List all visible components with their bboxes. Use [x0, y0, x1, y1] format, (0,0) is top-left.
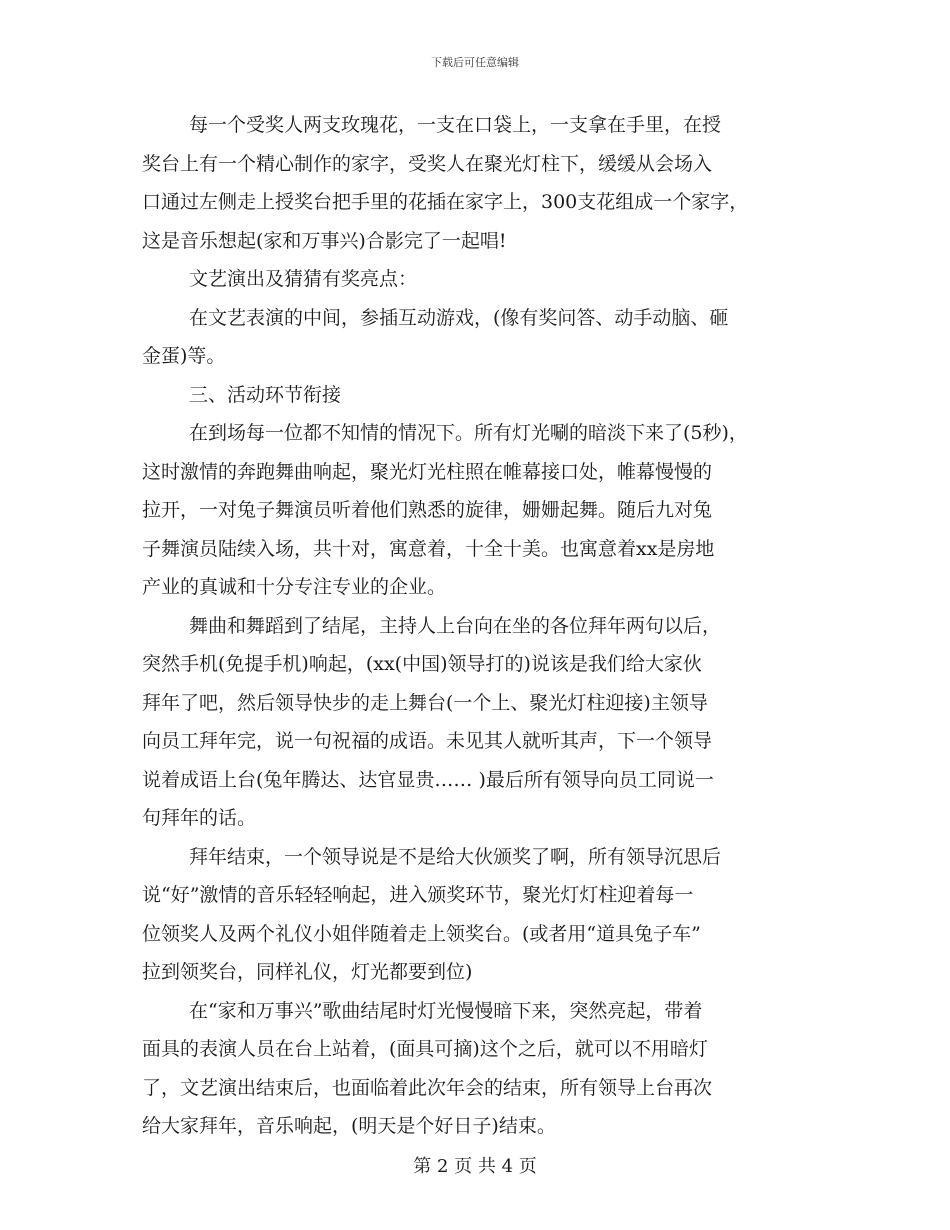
text-line: 舞曲和舞蹈到了结尾，主持人上台向在坐的各位拜年两句以后，: [189, 614, 722, 637]
text-line: 奖台上有一个精心制作的家字，受奖人在聚光灯柱下，缓缓从会场入: [142, 152, 713, 175]
text-line: 拉到领奖台，同样礼仪，灯光都要到位): [142, 961, 473, 983]
text-line: 位领奖人及两个礼仪小姐伴随着走上领奖台。(或者用“道具兔子车”: [142, 922, 701, 945]
text-line: 拜年了吧，然后领导快步的走上舞台(一个上、聚光灯柱迎接)主领导: [142, 691, 708, 714]
text-line: 三、活动环节衔接: [189, 383, 342, 406]
document-body: [142, 106, 822, 1146]
text-line: 金蛋)等。: [142, 345, 226, 367]
text-line: 子舞演员陆续入场，共十对，寓意着，十全十美。也寓意着xx是房地: [142, 537, 715, 560]
text-line: 这时激情的奔跑舞曲响起，聚光灯光柱照在帷幕接口处，帷幕慢慢的: [142, 460, 713, 483]
text-line: 文艺演出及猜猜有奖亮点：: [189, 268, 418, 290]
text-line: 拉开，一对兔子舞演员听着他们熟悉的旋律，姗姗起舞。随后九对兔: [142, 499, 713, 521]
text-line: 产业的真诚和十分专注专业的企业。: [142, 576, 447, 598]
text-line: 句拜年的话。: [142, 807, 257, 829]
page-footer: 第 2 页 共 4 页: [413, 1156, 537, 1177]
text-line: 拜年结束，一个领导说是不是给大伙颁奖了啊，所有领导沉思后: [189, 845, 722, 868]
text-line: 在到场每一位都不知情的情况下。所有灯光唰的暗淡下来了(5秒)，: [189, 422, 748, 444]
text-line: 这是音乐想起(家和万事兴)合影完了一起唱!: [142, 229, 507, 252]
text-line: 每一个受奖人两支玫瑰花，一支在口袋上，一支拿在手里，在授: [189, 114, 722, 136]
text-line: 在文艺表演的中间，参插互动游戏，(像有奖问答、动手动脑、砸: [189, 306, 729, 329]
text-line: 面具的表演人员在台上站着，(面具可摘)这个之后，就可以不用暗灯: [142, 1038, 708, 1060]
text-line: 突然手机(免提手机)响起，(xx(中国)领导打的)说该是我们给大家伙: [142, 653, 702, 675]
page-header: 下载后可任意编辑: [431, 56, 519, 69]
text-line: 在“家和万事兴”歌曲结尾时灯光慢慢暗下来，突然亮起，带着: [189, 999, 703, 1022]
text-line: 向员工拜年完，说一句祝福的成语。未见其人就听其声，下一个领导: [142, 730, 713, 752]
text-line: 说“好”激情的音乐轻轻响起，进入颁奖环节，聚光灯灯柱迎着每一: [142, 884, 694, 906]
text-line: 给大家拜年，音乐响起，(明天是个好日子)结束。: [142, 1115, 556, 1137]
text-line: 口通过左侧走上授奖台把手里的花插在家字上，300支花组成一个家字，: [142, 191, 749, 213]
text-line: 说着成语上台(兔年腾达、达官显贵…… )最后所有领导向员工同说一: [142, 768, 714, 791]
text-line: 了，文艺演出结束后，也面临着此次年会的结束，所有领导上台再次: [142, 1076, 713, 1099]
